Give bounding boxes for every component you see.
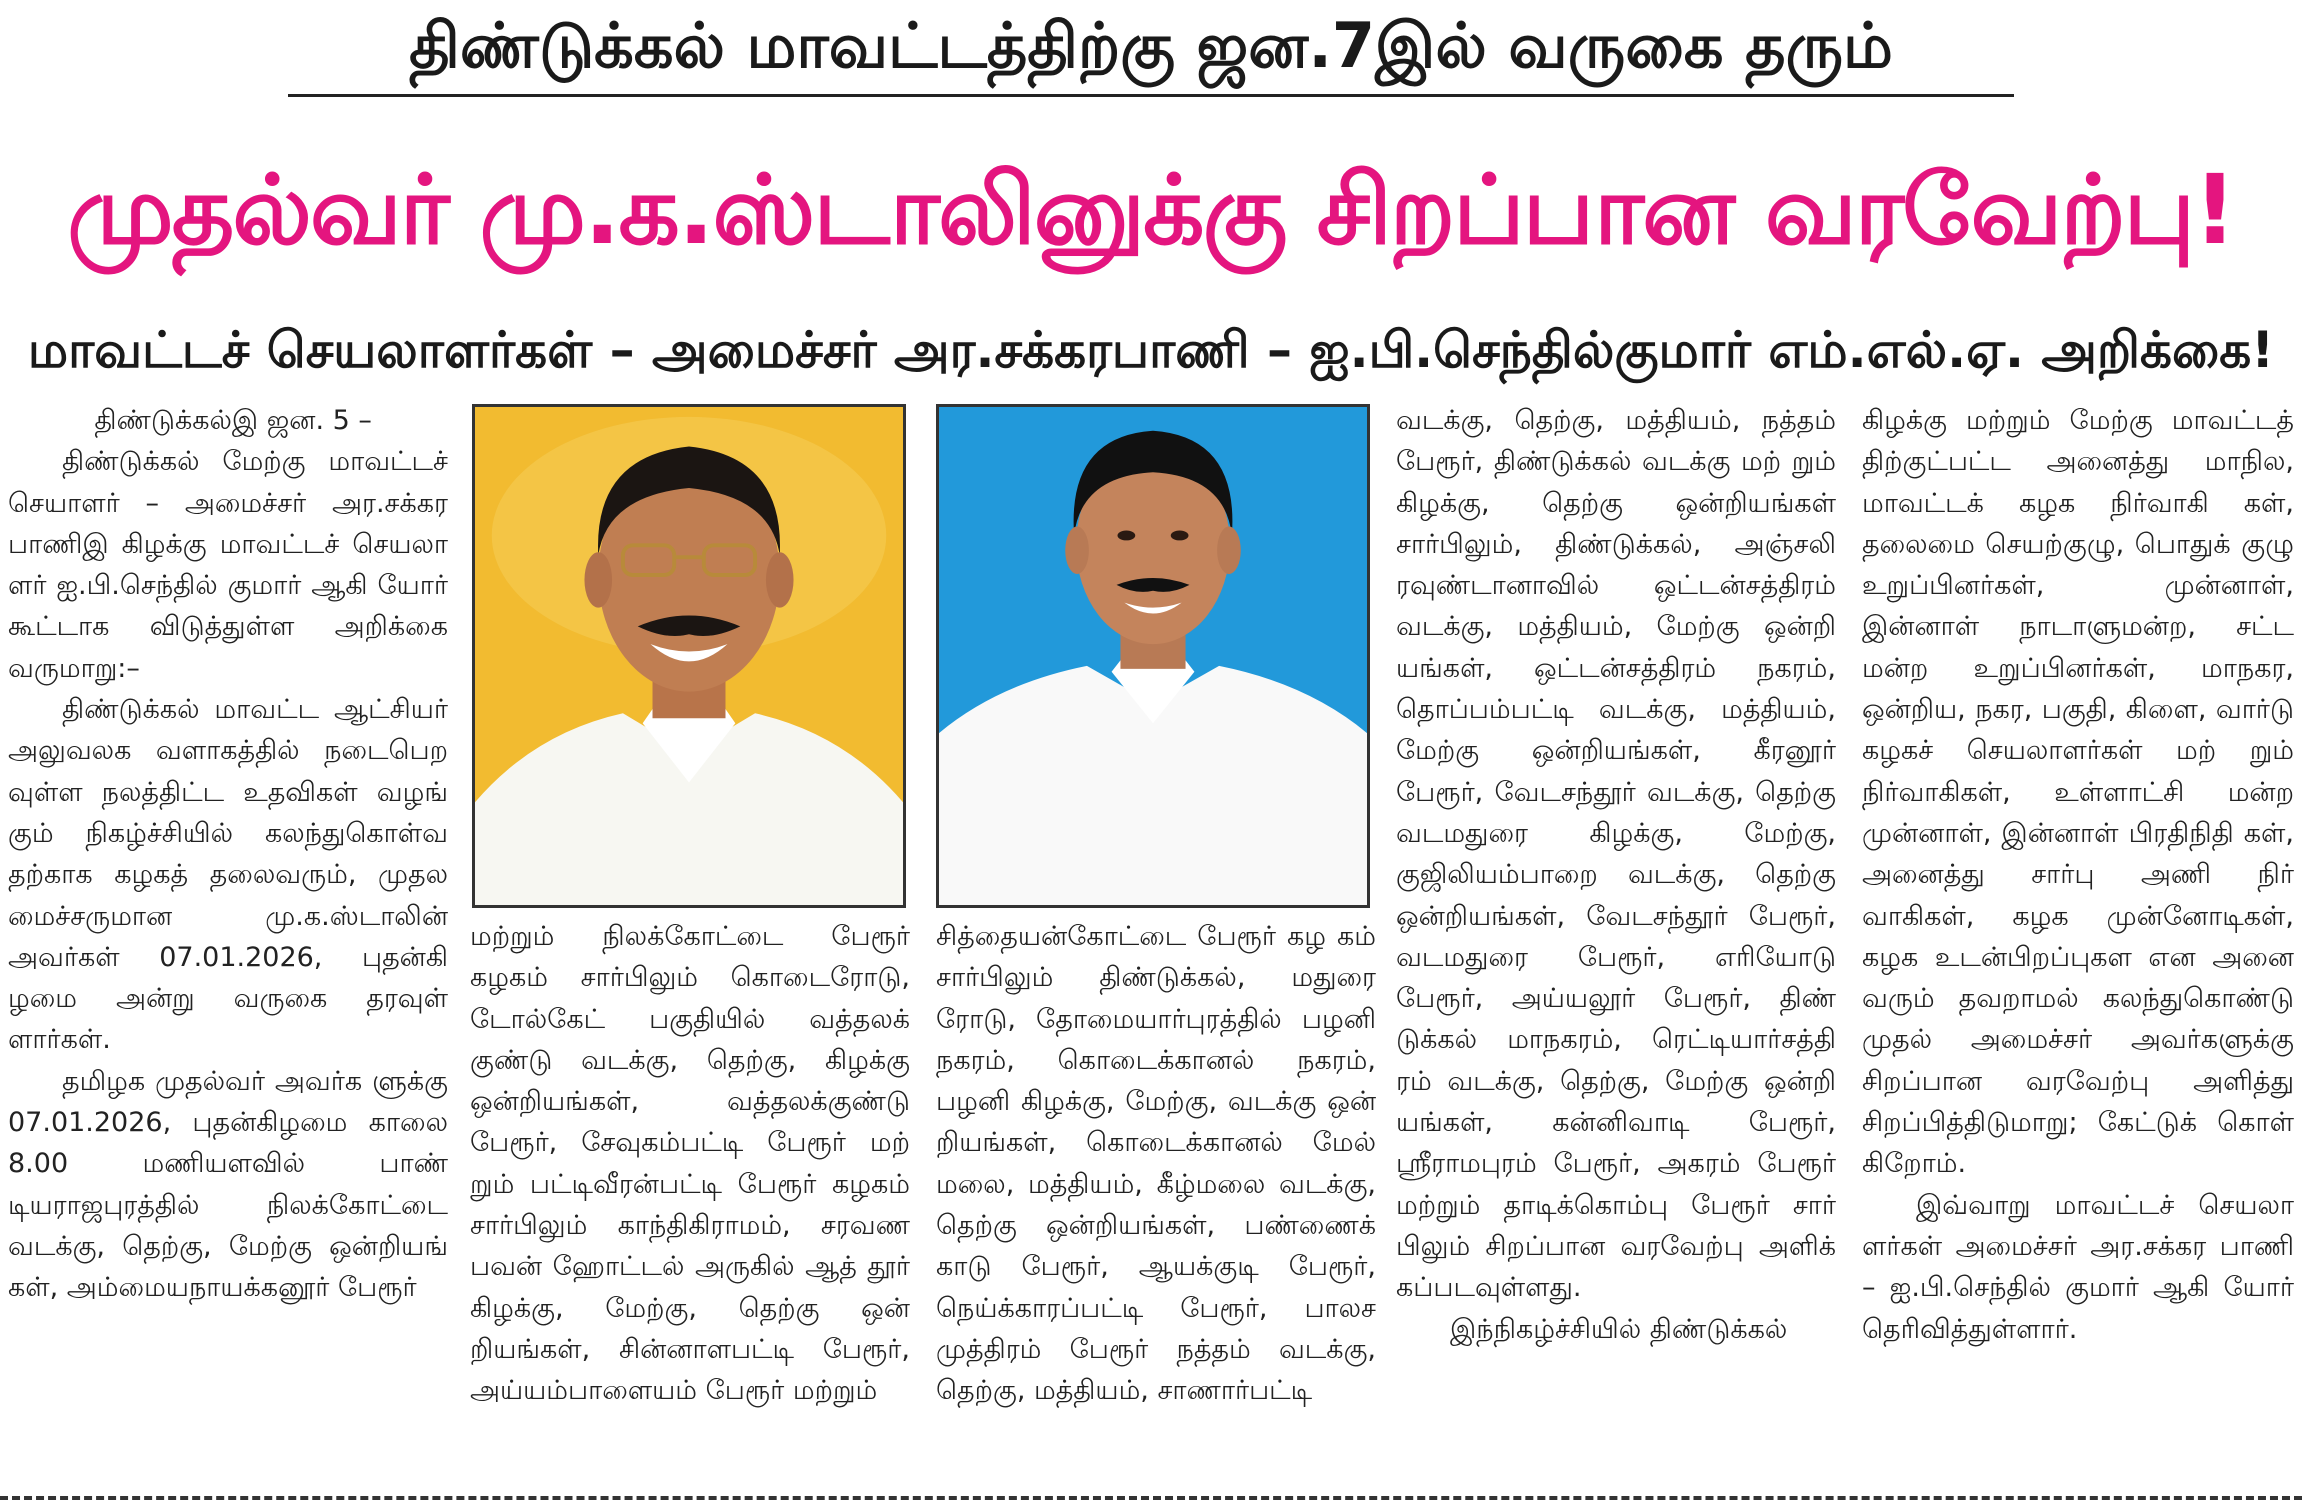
portrait-illustration-2 <box>939 407 1367 905</box>
dateline: திண்டுக்கல்இ ஜன. 5 – <box>94 405 372 436</box>
col3-paragraph: சித்தையன்கோட்டை பேரூர் கழ கம் சார்பிலும் திண்டுக்கல், மதுரை ரோடு, தோமையார்புரத்தில் பழனி நகரம், கொடைக்கானல் நகரம், பழனி கிழக்கு, மேற்கு, வடக்கு ஒன் றியங்கள், கொடைக்கானல் மேல் மலை, மத்தியம், கீழ்மலை வடக்கு, தெற்கு ஒன்றியங்கள், பண்ணைக் காடு பேரூர், ஆயக்குடி பேரூர், நெய்க்காரப்பட்டி பேரூர், பாலச முத்திரம் பேரூர் நத்தம் வடக்கு, தெற்கு, மத்தியம், சாணார்பட்டி <box>936 921 1376 1407</box>
article-column-3 <box>936 916 1376 1490</box>
col4-paragraph-2: இந்நிகழ்ச்சியில் திண்டுக்கல் <box>1450 1313 1788 1345</box>
article-column-4 <box>1396 400 1836 1490</box>
kicker-headline: திண்டுக்கல் மாவட்டத்திற்கு ஜன.7இல் வருகை தரும் <box>409 9 1893 82</box>
col1-paragraph-2: திண்டுக்கல் மாவட்ட ஆட்சியர் அலுவலக வளாகத்தில் நடைபெற வுள்ள நலத்திட்ட உதவிகள் வழங் கும் நிகழ்ச்சியில் கலந்துகொள்வ தற்காக கழகத் தலைவரும், முதல மைச்சருமான மு.க.ஸ்டாலின் அவர்கள் 07.01.2026, புதன்கி ழமை அன்று வருகை தரவுள் ளார்கள். <box>8 694 448 1056</box>
main-headline: முதல்வர் மு.க.ஸ்டாலினுக்கு சிறப்பான வரவேற்பு! <box>67 154 2235 266</box>
article-column-5 <box>1862 400 2294 1490</box>
col1-paragraph-3: தமிழக முதல்வர் அவர்க ளுக்கு 07.01.2026, புதன்கிழமை காலை 8.00 மணியளவில் பாண் டியராஜபுரத்தில் நிலக்கோட்டை வடக்கு, தெற்கு, மேற்கு ஒன்றியங் கள், அம்மையநாயக்கனூர் பேரூர் <box>8 1065 448 1304</box>
col5-paragraph-2: இவ்வாறு மாவட்டச் செயலா ளர்கள் அமைச்சர் அர.சக்கர பாணி – ஐ.பி.செந்தில் குமார் ஆகி யோர் தெரிவித்துள்ளார். <box>1862 1189 2294 1345</box>
col4-paragraph-1: வடக்கு, தெற்கு, மத்தியம், நத்தம் பேரூர், திண்டுக்கல் வடக்கு மற் றும் கிழக்கு, தெற்கு ஒன்றியங்கள் சார்பிலும், திண்டுக்கல், அஞ்சலி ரவுண்டானாவில் ஒட்டன்சத்திரம் வடக்கு, மத்தியம், மேற்கு ஒன்றி யங்கள், ஒட்டன்சத்திரம் நகரம், தொப்பம்பட்டி வடக்கு, மத்தியம், மேற்கு ஒன்றியங்கள், கீரனூர் பேரூர், வேடசந்தூர் வடக்கு, தெற்கு வடமதுரை கிழக்கு, மேற்கு, குஜிலியம்பாறை வடக்கு, தெற்கு ஒன்றியங்கள், வேடசந்தூர் பேரூர், வடமதுரை பேரூர், எரியோடு பேரூர், அய்யலூர் பேரூர், திண் டுக்கல் மாநகரம், ரெட்டியார்சத்தி ரம் வடக்கு, தெற்கு, மேற்கு ஒன்றி யங்கள், கன்னிவாடி பேரூர், ஸ்ரீராமபுரம் பேரூர், அகரம் பேரூர் மற்றும் தாடிக்கொம்பு பேரூர் சார் பிலும் சிறப்பான வரவேற்பு அளிக் கப்படவுள்ளது. <box>1396 405 1836 1304</box>
kicker-underline <box>288 94 2014 97</box>
article-column-2 <box>470 916 910 1490</box>
col5-paragraph-1: கிழக்கு மற்றும் மேற்கு மாவட்டத் திற்குட்பட்ட அனைத்து மாநில, மாவட்டக் கழக நிர்வாகி கள், தலைமை செயற்குழு, பொதுக் குழு உறுப்பினர்கள், முன்னாள், இன்னாள் நாடாளுமன்ற, சட்ட மன்ற உறுப்பினர்கள், மாநகர, ஒன்றிய, நகர, பகுதி, கிளை, வார்டு கழகச் செயலாளர்கள் மற் றும் நிர்வாகிகள், உள்ளாட்சி மன்ற முன்னாள், இன்னாள் பிரதிநிதி கள், அனைத்து சார்பு அணி நிர் வாகிகள், கழக முன்னோடிகள், கழக உடன்பிறப்புகள என அனை வரும் தவறாமல் கலந்துகொண்டு முதல் அமைச்சர் அவர்களுக்கு சிறப்பான வரவேற்பு அளித்து சிறப்பித்திடுமாறு; கேட்டுக் கொள் கிறோம். <box>1862 405 2294 1180</box>
col1-paragraph-1: திண்டுக்கல் மேற்கு மாவட்டச் செயாளர் – அமைச்சர் அர.சக்கர பாணிஇ கிழக்கு மாவட்டச் செயலா ளர் ஐ.பி.செந்தில் குமார் ஆகி யோர் கூட்டாக விடுத்துள்ள அறிக்கை வருமாறு:– <box>8 446 448 684</box>
bottom-dashed-rule <box>0 1496 2302 1500</box>
article-column-1 <box>8 400 448 1490</box>
col2-paragraph: மற்றும் நிலக்கோட்டை பேரூர் கழகம் சார்பிலும் கொடைரோடு, டோல்கேட் பகுதியில் வத்தலக் குண்டு வடக்கு, தெற்கு, கிழக்கு ஒன்றியங்கள், வத்தலக்குண்டு பேரூர், சேவுகம்பட்டி பேரூர் மற் றும் பட்டிவீரன்பட்டி பேரூர் கழகம் சார்பிலும் காந்திகிராமம், சரவண பவன் ஹோட்டல் அருகில் ஆத் தூர் கிழக்கு, மேற்கு, தெற்கு ஒன் றியங்கள், சின்னாளபட்டி பேரூர், அய்யம்பாளையம் பேரூர் மற்றும் <box>470 921 910 1407</box>
photo-senthilkumar-mla <box>936 404 1370 908</box>
subheadline: மாவட்டச் செயலாளர்கள் – அமைச்சர் அர.சக்கரபாணி – ஐ.பி.செந்தில்குமார் எம்.எல்.ஏ. அறிக்கை! <box>27 321 2275 379</box>
photo-minister-sakkarapani <box>472 404 906 908</box>
portrait-illustration-1 <box>475 407 903 905</box>
